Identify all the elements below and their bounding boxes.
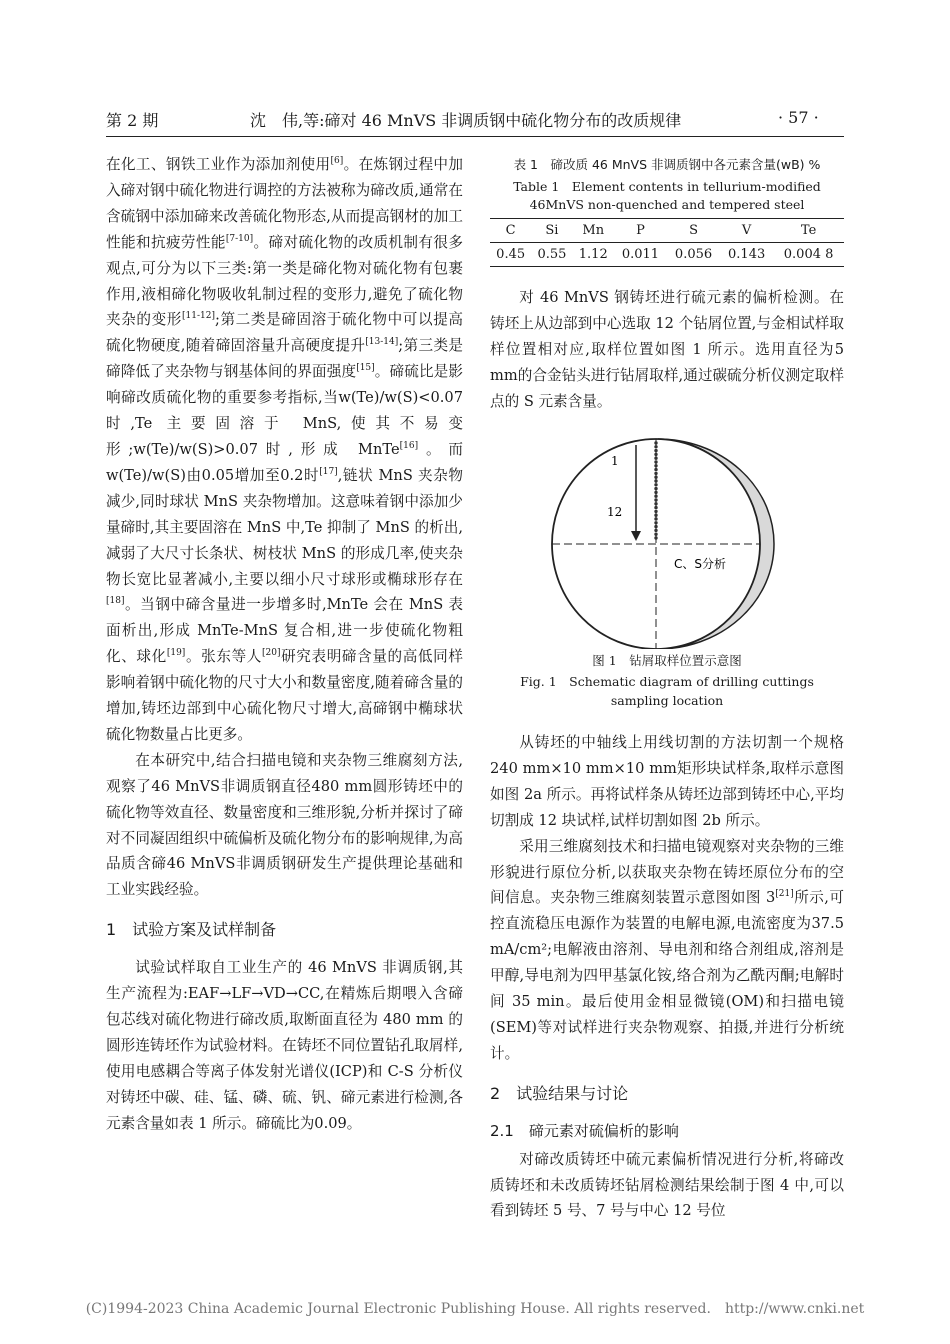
drill-point <box>654 510 657 513</box>
segregation-paragraph: 对 46 MnVS 钢铸坯进行硫元素的偏析检测。在铸坯上从边部到中心选取 12 个钻屑位置,与金相试样取样位置相对应,取样位置如图 1 所示。选用直径为5 mm的合金钻头进行钻屑取样,通过碳硫分析仪测定取样点的 S 元素含量。 <box>490 289 844 410</box>
drill-point <box>654 472 657 475</box>
drill-point <box>654 464 657 467</box>
study-paragraph: 在本研究中,结合扫描电镜和夹杂物三维腐刻方法,观察了46 MnVS非调质钢直径480 mm圆形铸坯中的硫化物等效直径、数量密度和三维形貌,分析并探讨了碲对不同凝固组织中硫偏析及硫化物分布的影响规律,为高品质含碲46 MnVS非调质钢研发生产提供理论基础和工业实践经验。 <box>106 751 463 899</box>
label-start: 1 <box>611 454 619 468</box>
drill-point <box>654 521 657 524</box>
drill-point <box>654 514 657 517</box>
right-column-top <box>490 285 844 415</box>
table-header-cell: V <box>741 223 752 238</box>
drill-point <box>654 536 657 539</box>
method-paragraph: 试验试样取自工业生产的 46 MnVS 非调质钢,其生产流程为:EAF→LF→VD→CC,在精炼后期喂入含碲包芯线对硫化物进行碲改质,取断面直径为 480 mm 的圆形连铸坯作为试验材料。在铸坯不同位置钻孔取屑样,使用电感耦合等离子体发射光谱仪(ICP)和 C-S 分析仪对铸坯中碳、硅、锰、磷、硫、钒、碲元素进行检测,各元素含量如表 1 所示。碲硫比为0.09。 <box>106 959 463 1132</box>
drill-point <box>654 525 657 528</box>
table-header-cell: P <box>636 223 645 238</box>
drill-point <box>654 529 657 532</box>
citation: [17] <box>319 467 338 478</box>
drill-point <box>654 495 657 498</box>
intro-paragraph: 在化工、钢铁工业作为添加剂使用[6]。在炼钢过程中加入碲对钢中硫化物进行调控的方法被称为碲改质,通常在含硫钢中添加碲来改善硫化物形态,从而提高钢材的加工性能和抗疲劳性能[7-10]。碲对硫化物的改质机制有很多观点,可分为以下三类:第一类是碲化物对硫化物有包裹作用,液相碲化物吸收轧制过程的变形力,避免了硫化物夹杂的变形[11-12];第二类是碲固溶于硫化物中可以提高硫化物硬度,随着碲固溶量升高硬度提升[13-14];第三类是碲降低了夹杂物与钢基体间的界面强度[15]。碲硫比是影响碲改质硫化物的重要参考指标,当w(Te)/w(S)<0.07时,Te 主要固溶于 MnS,使其不易变形;w(Te)/w(S)>0.07时,形成 MnTe[16]。而w(Te)/w(S)由0.05增加至0.2时[17],链状 MnS 夹杂物减少,同时球状 MnS 夹杂物增加。这意味着钢中添加少量碲时,其主要固溶在 MnS 中,Te 抑制了 MnS 的析出,减弱了大尺寸长条状、树枝状 MnS 的形成几率,使夹杂物长宽比显著减小,主要以细小尺寸球形或椭球形存在[18]。当钢中碲含量进一步增多时,MnTe 会在 MnS 表面析出,形成 MnTe-MnS 复合相,进一步使硫化物粗化、球化[19]。张东等人[20]研究表明碲含量的高低同样影响着钢中硫化物的尺寸大小和数量密度,随着碲含量的增加,铸坯边部到中心硫化物尺寸增大,高碲钢中椭球状硫化物数量占比更多。 <box>106 156 463 743</box>
drill-point <box>654 449 657 452</box>
table-row <box>490 243 844 267</box>
citation: [13-14] <box>365 337 399 348</box>
drill-point <box>654 445 657 448</box>
section-heading-2: 2 试验结果与讨论 <box>490 1083 629 1103</box>
issue-number: 第 2 期 <box>106 111 159 130</box>
figure-caption-cn: 图 1 钻屑取样位置示意图 <box>592 653 742 668</box>
drill-point <box>654 517 657 520</box>
drill-point <box>654 453 657 456</box>
drill-point <box>654 502 657 505</box>
drill-point <box>654 476 657 479</box>
table-caption-cn: 表 1 碲改质 46 MnVS 非调质钢中各元素含量(wB) % <box>513 157 821 172</box>
drill-point <box>654 457 657 460</box>
citation: [6] <box>330 156 344 167</box>
figure-caption-en: Fig. 1 Schematic diagram of drilling cuttings sampling location <box>520 674 814 708</box>
drill-point <box>654 468 657 471</box>
figure-1-diagram <box>540 435 780 649</box>
drill-point <box>654 491 657 494</box>
table-header-cell: Si <box>545 223 559 238</box>
drill-point <box>654 460 657 463</box>
table-cell: 1.12 <box>578 247 608 262</box>
citation: [11-12] <box>181 311 215 322</box>
table-cell: 0.45 <box>496 247 526 262</box>
table-header-cell: Te <box>800 223 817 238</box>
drill-point <box>654 487 657 490</box>
table-cell: 0.55 <box>537 247 567 262</box>
section-heading-1: 1 试验方案及试样制备 <box>106 920 277 940</box>
table-header-cell: C <box>505 223 516 238</box>
table-cell: 0.011 <box>621 247 660 262</box>
table-cell: 0.143 <box>728 247 766 262</box>
right-column-bottom <box>490 730 844 1224</box>
drill-point <box>654 483 657 486</box>
drill-point <box>654 533 657 536</box>
citation: [7-10] <box>225 233 254 244</box>
header-rule <box>106 136 844 137</box>
drill-point <box>654 506 657 509</box>
table-caption-en: Table 1 Element contents in tellurium-modified 46MnVS non-quenched and tempered steel <box>513 179 821 212</box>
label-cs-analysis: C、S分析 <box>674 557 726 571</box>
citation: [21] <box>775 889 794 900</box>
cutting-paragraph: 从铸坯的中轴线上用线切割的方法切割一个规格240 mm×10 mm×10 mm矩形块试样条,取样示意图如图 2a 所示。再将试样条从铸坯边部到铸坯中心,平均切割成 12 块试样,试样切割如图 2b 所示。 <box>490 734 844 829</box>
copyright-footer: (C)1994-2023 China Academic Journal Electronic Publishing House. All rights reserved. http://www.cnki.net <box>85 1301 865 1317</box>
subsection-heading-2-1: 2.1 碲元素对硫偏析的影响 <box>490 1121 679 1140</box>
label-end: 12 <box>607 505 623 519</box>
left-column <box>106 152 463 1137</box>
citation: [16] <box>399 441 419 452</box>
etching-paragraph: 采用三维腐刻技术和扫描电镜观察对夹杂物的三维形貌进行原位分析,以获取夹杂物在铸坯原位分布的空间信息。夹杂物三维腐刻装置示意图如图 3[21]所示,可控直流稳压电源作为装置的电解电源,电流密度为37.5 mA/cm²;电解液由溶剂、导电剂和络合剂组成,溶剂是甲醇,导电剂为四甲基氯化铵,络合剂为乙酰丙酮;电解时间 35 min。最后使用金相显微镜(OM)和扫描电镜(SEM)等对试样进行夹杂物观察、拍摄,并进行分析统计。 <box>490 837 844 1062</box>
table-cell: 0.056 <box>674 247 713 262</box>
citation: [15] <box>356 363 375 374</box>
table-cell: 0.004 8 <box>783 247 834 262</box>
running-title: 沈 伟,等:碲对 46 MnVS 非调质钢中硫化物分布的改质规律 <box>250 111 682 130</box>
table-header-cell: S <box>689 223 698 238</box>
citation: [20] <box>261 648 281 659</box>
results-paragraph: 对碲改质铸坯中硫元素偏析情况进行分析,将碲改质铸坯和未改质铸坯钻屑检测结果绘制于图 4 中,可以看到铸坯 5 号、7 号与中心 12 号位 <box>490 1150 844 1220</box>
drill-point <box>654 479 657 482</box>
page-number: · 57 · <box>778 108 819 127</box>
citation: [19] <box>166 648 186 659</box>
element-content-table <box>490 218 844 267</box>
drill-point <box>654 441 657 444</box>
citation: [18] <box>106 596 125 607</box>
drill-point <box>654 498 657 501</box>
table-header-cell: Mn <box>582 223 605 238</box>
